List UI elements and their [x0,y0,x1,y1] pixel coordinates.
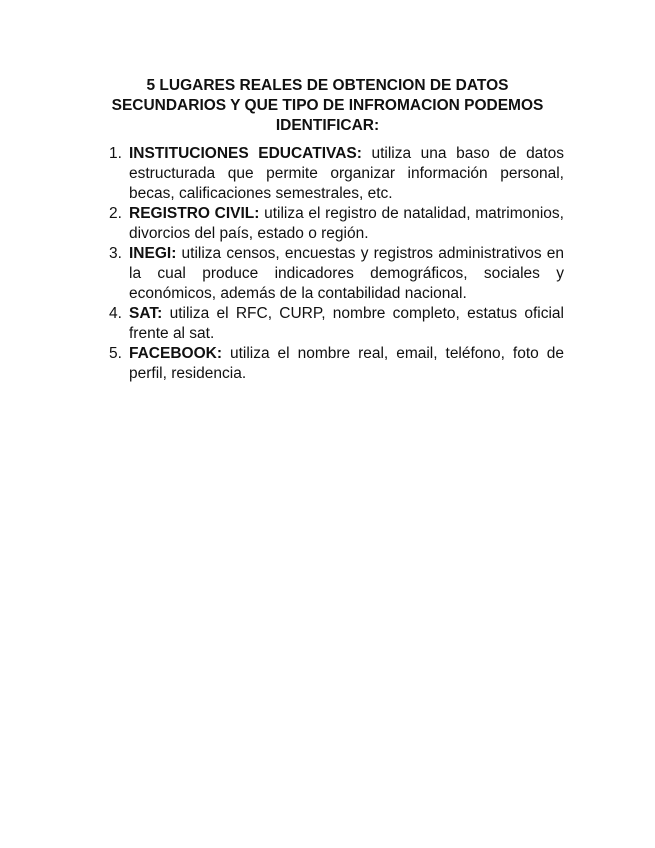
sources-list [100,144,564,384]
list-item-number: 4. [109,305,122,322]
list-item-text: utiliza una baso de datos estructurada que permite organizar información personal, becas, calificaciones semestrales, etc. [129,145,564,202]
list-item-text: utiliza el registro de natalidad, matrimonios, divorcios del país, estado o región. [129,205,564,242]
list-item-number: 5. [109,345,122,362]
list-item [100,244,564,304]
list-item [100,304,564,344]
list-item-term: SAT: [129,305,163,322]
list-item-term: INSTITUCIONES EDUCATIVAS: [129,145,362,162]
list-item [100,204,564,244]
list-item-term: INEGI: [129,245,177,262]
document-title: 5 LUGARES REALES DE OBTENCION DE DATOS SECUNDARIOS Y QUE TIPO DE INFROMACION PODEMOS IDENTIFICAR: [111,77,544,134]
list-item-text: utiliza el RFC, CURP, nombre completo, estatus oficial frente al sat. [129,305,564,342]
list-item-number: 2. [109,205,122,222]
list-item-text: utiliza censos, encuestas y registros administrativos en la cual produce indicadores demográficos, sociales y económicos, además de la contabilidad nacional. [129,245,564,302]
list-item-term: FACEBOOK: [129,345,222,362]
list-item [100,344,564,384]
list-item-number: 3. [109,245,122,262]
list-item-term: REGISTRO CIVIL: [129,205,260,222]
list-item [100,144,564,204]
list-item-number: 1. [109,145,122,162]
list-item-text: utiliza el nombre real, email, teléfono, foto de perfil, residencia. [129,345,564,382]
